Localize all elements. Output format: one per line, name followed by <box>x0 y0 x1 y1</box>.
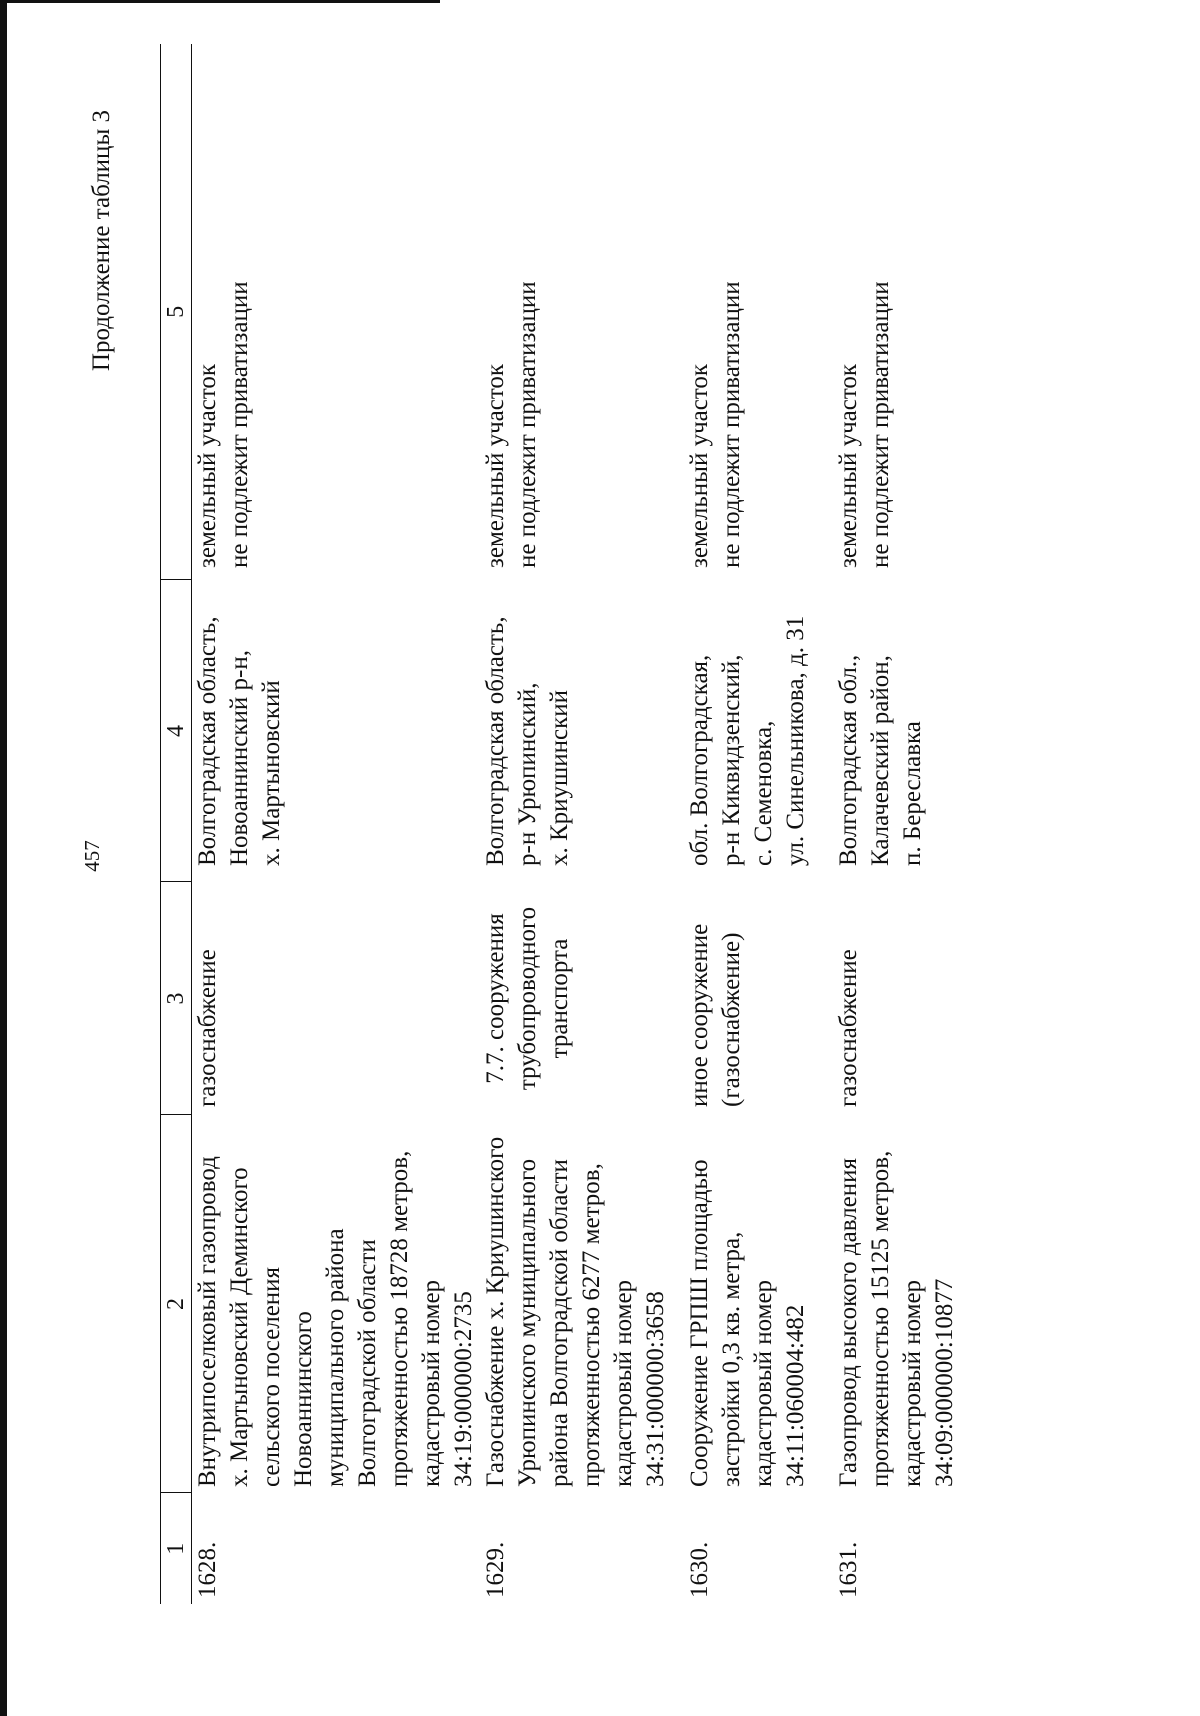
object-type <box>684 882 833 1115</box>
object-line: 34:19:000000:2735 <box>450 1291 477 1487</box>
column-header-1: 1 <box>161 1493 192 1604</box>
object-line: 34:09:000000:10877 <box>931 1278 958 1487</box>
object-line: Урюпинского муниципального <box>514 1158 541 1487</box>
object-line: сельского поселения <box>258 1266 285 1487</box>
object-line: Сооружение ГРПШ площадью <box>686 1159 713 1487</box>
continuation-label: Продолжение таблицы 3 <box>88 110 115 372</box>
table-row <box>192 44 481 1604</box>
object-line: кадастровый номер <box>899 1279 926 1487</box>
column-header-3: 3 <box>161 882 192 1115</box>
object-description <box>192 1115 481 1493</box>
row-number: 1631. <box>835 1541 862 1598</box>
object-note <box>192 44 481 580</box>
object-description <box>833 1115 961 1493</box>
object-line: кадастровый номер <box>610 1279 637 1487</box>
address-line: с. Семеновка, <box>750 720 777 866</box>
table-row <box>833 44 961 1604</box>
address-line: ул. Синельникова, д. 31 <box>782 615 809 866</box>
address-line: х. Криушинский <box>546 689 573 866</box>
object-line: кадастровый номер <box>418 1279 445 1487</box>
address-line: п. Береславка <box>899 721 926 866</box>
row-number: 1630. <box>686 1541 713 1598</box>
object-address <box>684 580 833 882</box>
object-note <box>833 44 961 580</box>
object-line: Новоаннинского <box>290 1311 317 1487</box>
note-line: не подлежит приватизации <box>867 281 894 568</box>
page-number: 457 <box>80 840 104 872</box>
column-header-2: 2 <box>161 1115 192 1493</box>
row-number: 1629. <box>482 1541 509 1598</box>
note-line: земельный участок <box>686 363 713 568</box>
object-description <box>480 1115 684 1493</box>
object-line: протяженностью 6277 метров, <box>578 1163 605 1487</box>
address-line: р-н Киквидзенский, <box>718 654 745 866</box>
address-line: х. Мартыновский <box>258 680 285 866</box>
object-line: района Волгоградской области <box>546 1159 573 1487</box>
address-line: Волгоградская область, <box>482 616 509 866</box>
address-line: обл. Волгоградская, <box>686 654 713 866</box>
object-line: 34:31:000000:3658 <box>642 1291 669 1487</box>
type-line: газоснабжение <box>835 949 862 1107</box>
note-line: не подлежит приватизации <box>226 281 253 568</box>
object-address <box>480 580 684 882</box>
column-header-4: 4 <box>161 580 192 882</box>
object-type <box>833 882 961 1115</box>
object-line: Волгоградской области <box>354 1239 381 1487</box>
address-line: Волгоградская обл., <box>835 654 862 866</box>
object-line: 34:11:060004:482 <box>782 1304 809 1487</box>
note-line: не подлежит приватизации <box>514 281 541 568</box>
type-line: 7.7. сооружения <box>482 913 509 1084</box>
type-line: иное сооружение <box>686 923 713 1107</box>
object-line: Внутрипоселковый газопровод <box>194 1156 221 1487</box>
object-line: Газоснабжение х. Криушинского <box>482 1136 509 1487</box>
row-number: 1628. <box>194 1541 221 1598</box>
object-line: муниципального района <box>322 1228 349 1487</box>
object-line: протяженностью 18728 метров, <box>386 1150 413 1487</box>
object-line: Газопровод высокого давления <box>835 1158 862 1487</box>
object-line: х. Мартыновский Деминского <box>226 1167 253 1487</box>
address-line: Калачевский район, <box>867 655 894 866</box>
column-header-5: 5 <box>161 44 192 580</box>
object-note <box>480 44 684 580</box>
property-table <box>160 44 961 1604</box>
object-address <box>833 580 961 882</box>
object-type <box>192 882 481 1115</box>
note-line: земельный участок <box>194 363 221 568</box>
type-line: (газоснабжение) <box>718 932 745 1107</box>
address-line: р-н Урюпинский, <box>514 682 541 866</box>
note-line: не подлежит приватизации <box>718 281 745 568</box>
object-line: застройки 0,3 кв. метра, <box>718 1231 745 1487</box>
object-type <box>480 882 684 1115</box>
type-line: транспорта <box>546 938 573 1059</box>
type-line: газоснабжение <box>194 949 221 1107</box>
address-line: Волгоградская область, <box>194 616 221 866</box>
type-line: трубопроводного <box>514 906 541 1091</box>
note-line: земельный участок <box>482 363 509 568</box>
object-address <box>192 580 481 882</box>
table-row <box>684 44 833 1604</box>
object-description <box>684 1115 833 1493</box>
address-line: Новоаннинский р-н, <box>226 649 253 866</box>
table-row <box>480 44 684 1604</box>
note-line: земельный участок <box>835 363 862 568</box>
object-line: кадастровый номер <box>750 1279 777 1487</box>
table-header <box>161 44 192 1604</box>
object-note <box>684 44 833 580</box>
object-line: протяженностью 15125 метров, <box>867 1150 894 1487</box>
